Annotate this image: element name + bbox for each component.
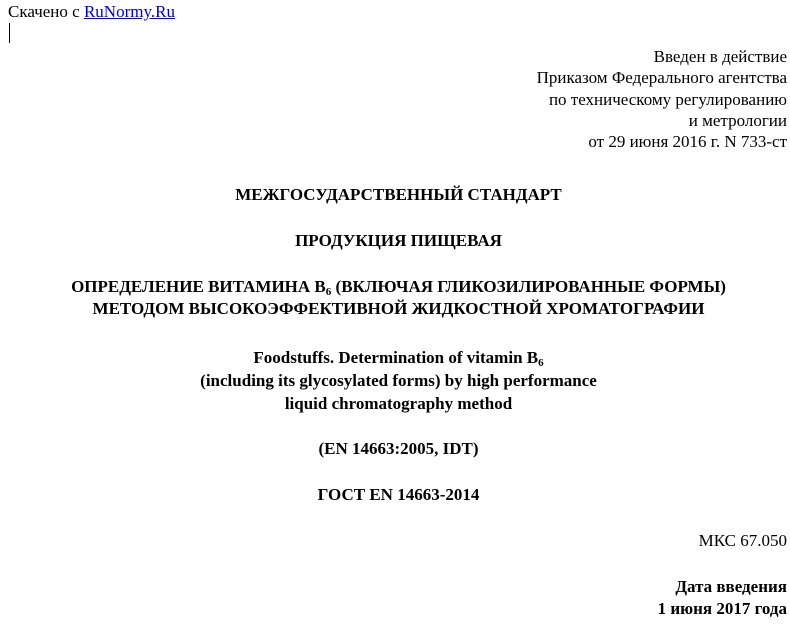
gost-number: ГОСТ EN 14663-2014 bbox=[317, 485, 480, 504]
enactment-line: и метрологии bbox=[688, 110, 787, 130]
main-title-text: ОПРЕДЕЛЕНИЕ ВИТАМИНА В bbox=[71, 277, 326, 296]
enactment-line: от 29 июня 2016 г. N 733-ст bbox=[588, 132, 787, 152]
english-title-line-1 bbox=[0, 346, 790, 369]
standard-type-heading: МЕЖГОСУДАРСТВЕННЫЙ СТАНДАРТ bbox=[235, 185, 562, 204]
source-line bbox=[8, 2, 175, 22]
main-title bbox=[0, 276, 790, 319]
intro-date-label: Дата введения bbox=[675, 577, 787, 596]
subscript: 6 bbox=[538, 357, 544, 369]
main-title-line-1 bbox=[0, 276, 790, 298]
english-title bbox=[0, 346, 790, 415]
enactment-line: по техническому регулированию bbox=[548, 89, 787, 109]
intro-date-block bbox=[658, 576, 787, 620]
text-cursor bbox=[9, 23, 10, 43]
main-title-line-2: МЕТОДОМ ВЫСОКОЭФФЕКТИВНОЙ ЖИДКОСТНОЙ ХРОМАТОГРАФИИ bbox=[92, 298, 705, 318]
english-title-line-3: liquid chromatography method bbox=[284, 394, 513, 413]
product-title: ПРОДУКЦИЯ ПИЩЕВАЯ bbox=[295, 231, 502, 250]
mks-code: МКС 67.050 bbox=[698, 531, 787, 550]
english-title-text: Foodstuffs. Determination of vitamin B bbox=[253, 348, 539, 367]
enactment-line: Введен в действие bbox=[653, 47, 787, 66]
english-title-line-2: (including its glycosylated forms) by high performance bbox=[200, 371, 597, 390]
enactment-line: Приказом Федерального агентства bbox=[536, 68, 787, 88]
en-reference: (EN 14663:2005, IDT) bbox=[318, 439, 479, 458]
source-link[interactable]: RuNormy.Ru bbox=[83, 2, 175, 21]
main-title-text: (ВКЛЮЧАЯ ГЛИКОЗИЛИРОВАННЫЕ ФОРМЫ) bbox=[331, 277, 726, 296]
enactment-block bbox=[537, 46, 787, 152]
intro-date-value: 1 июня 2017 года bbox=[657, 599, 787, 618]
subscript: 6 bbox=[325, 286, 332, 298]
source-prefix: Скачено с bbox=[8, 2, 80, 21]
